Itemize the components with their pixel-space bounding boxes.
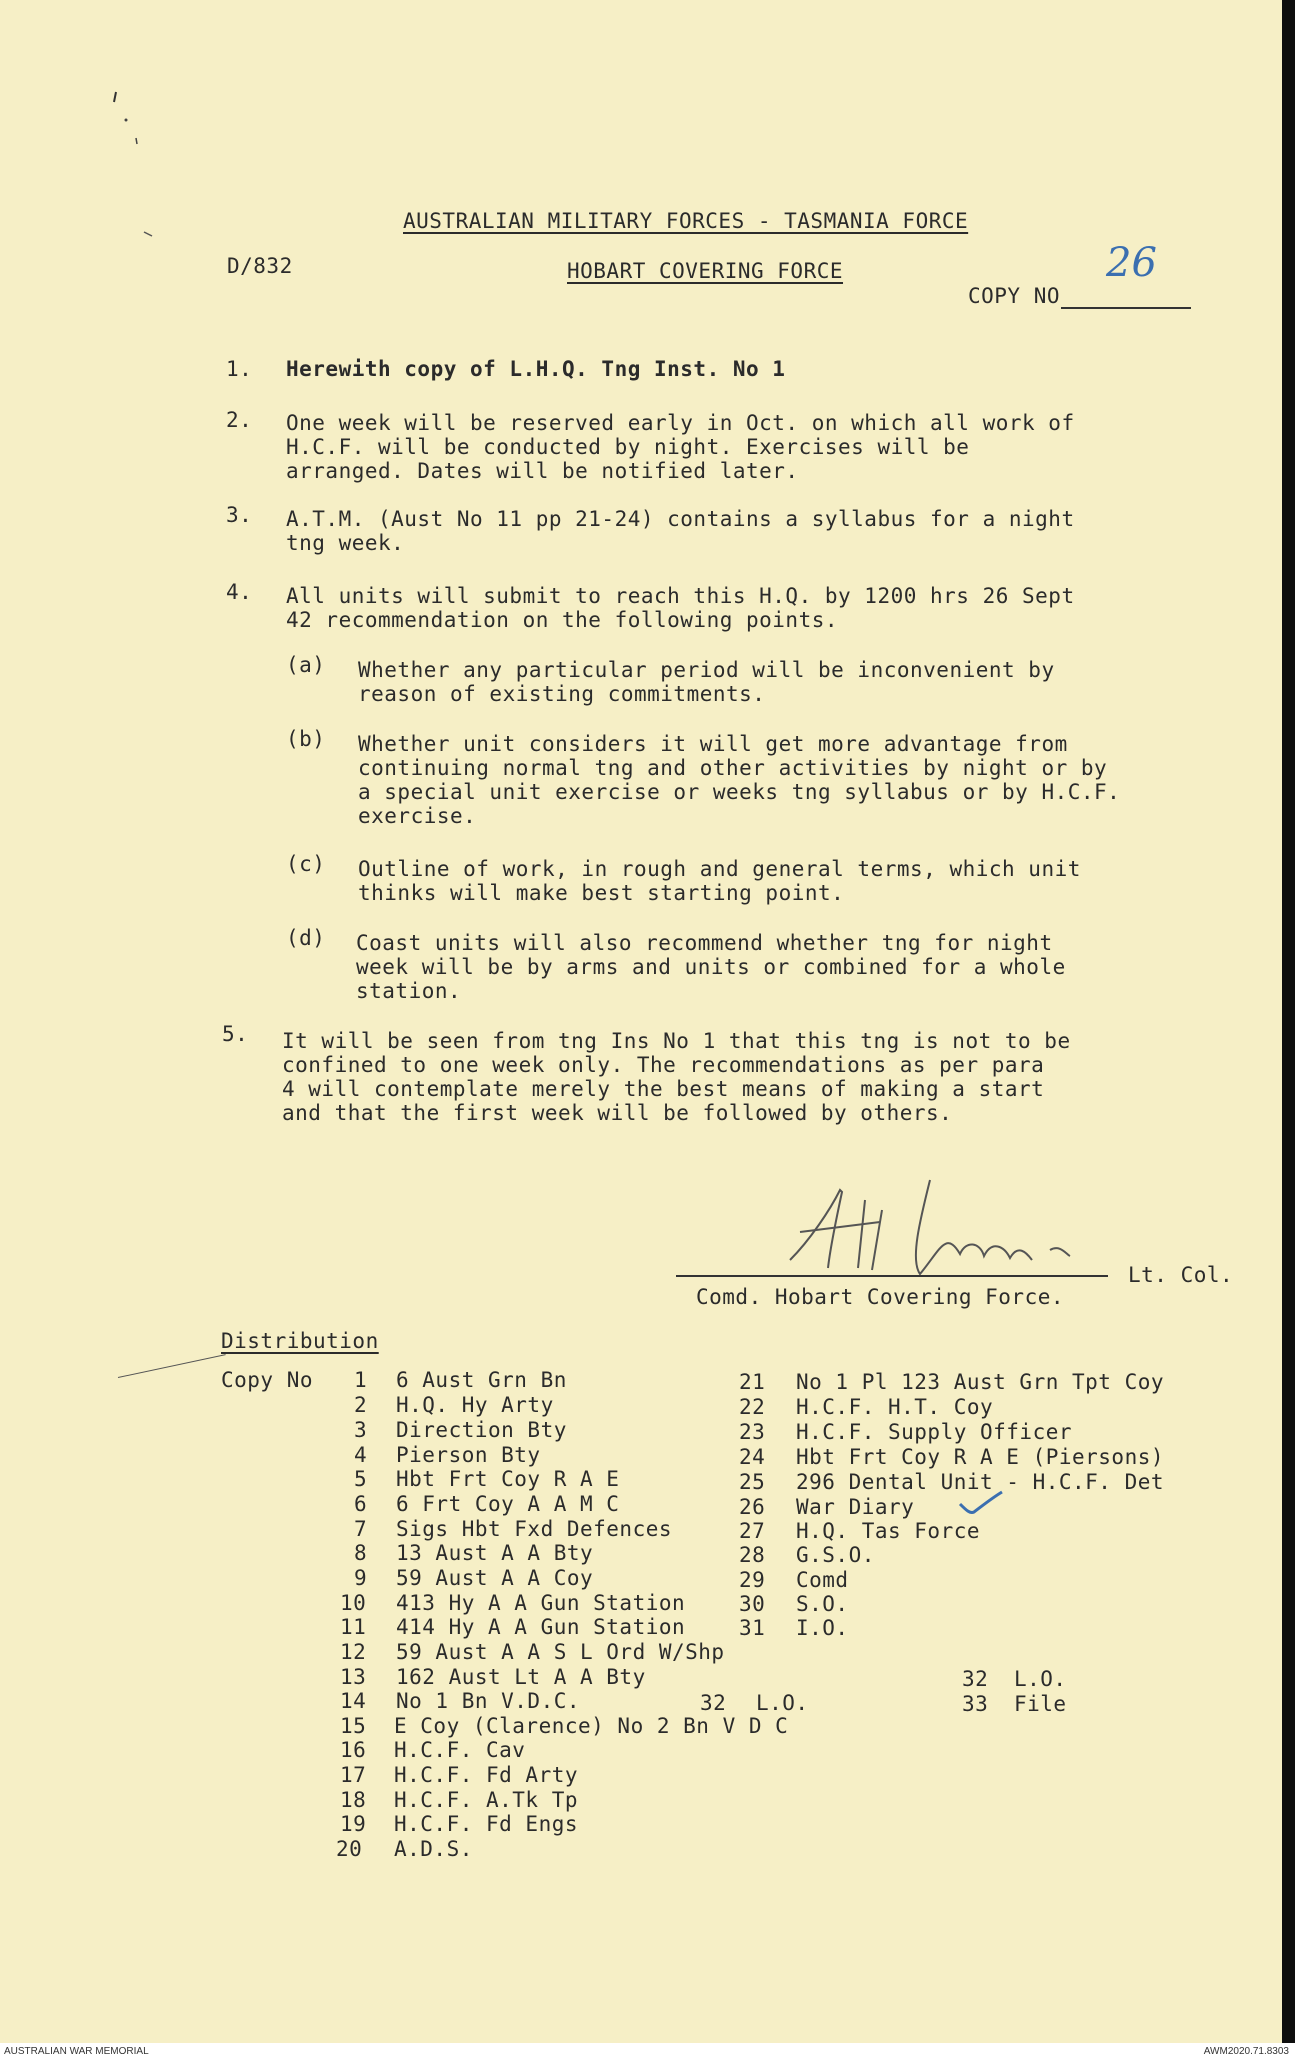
dist-unit: Comd — [796, 1568, 849, 1592]
dist-unit: 162 Aust Lt A A Bty — [396, 1665, 646, 1689]
dist-num: 32 — [700, 1691, 727, 1715]
dist-num: 33 — [962, 1692, 989, 1716]
dist-unit: G.S.O. — [796, 1543, 875, 1567]
dist-unit: H.Q. Hy Arty — [396, 1393, 554, 1417]
para-2-number: 2. — [226, 408, 253, 432]
dist-unit: H.C.F. Fd Arty — [394, 1763, 579, 1787]
copy-no-label: Copy No — [221, 1368, 314, 1392]
org-heading: AUSTRALIAN MILITARY FORCES - TASMANIA FORCE — [403, 209, 969, 233]
dist-unit: 59 Aust A A Coy — [396, 1566, 594, 1590]
subpara-a-line-1: Whether any particular period will be inconvenient by — [358, 658, 1055, 682]
dist-unit: H.C.F. Fd Engs — [394, 1812, 579, 1836]
dist-num: 16 — [340, 1738, 367, 1762]
subpara-d-line-1: Coast units will also recommend whether tng for night — [356, 931, 1053, 955]
dist-num: 18 — [340, 1788, 367, 1812]
dist-num: 28 — [739, 1543, 766, 1567]
dist-unit: Pierson Bty — [396, 1443, 541, 1467]
subpara-d-line-2: week will be by arms and units or combined for a whole — [356, 955, 1066, 979]
dist-num: 14 — [340, 1689, 367, 1713]
dist-unit: A.D.S. — [394, 1837, 473, 1861]
dist-num: 4 — [354, 1443, 368, 1467]
subpara-b-line-1: Whether unit considers it will get more advantage from — [358, 732, 1068, 756]
footer-left-text: AUSTRALIAN WAR MEMORIAL — [4, 2046, 149, 2057]
dist-num: 9 — [354, 1566, 368, 1590]
check-mark-icon — [956, 1488, 1006, 1518]
dist-unit: S.O. — [796, 1592, 849, 1616]
dist-unit: E Coy (Clarence) No 2 Bn V D C — [394, 1714, 789, 1738]
dist-num: 2 — [354, 1393, 368, 1417]
dist-unit: Direction Bty — [396, 1418, 567, 1442]
para-5-line-4: and that the first week will be followed by others. — [282, 1101, 953, 1125]
dist-unit: Hbt Frt Coy R A E (Piersons) — [796, 1445, 1165, 1469]
dist-num: 11 — [340, 1615, 367, 1639]
signature-rank: Lt. Col. — [1128, 1263, 1234, 1287]
dist-num: 5 — [354, 1467, 368, 1491]
copy-number-line — [1061, 307, 1191, 309]
subpara-b-line-4: exercise. — [358, 804, 477, 828]
dist-num: 21 — [739, 1370, 766, 1394]
reference-number: D/832 — [227, 254, 293, 278]
para-3-line-2: tng week. — [286, 531, 405, 555]
para-4-line-1: All units will submit to reach this H.Q. by 1200 hrs 26 Sept — [286, 584, 1075, 608]
footer-right-text: AWM2020.71.8303 — [1203, 2046, 1289, 2057]
dist-unit: H.C.F. Supply Officer — [796, 1420, 1073, 1444]
copy-number-handwritten: 26 — [1106, 240, 1157, 286]
para-4-number: 4. — [226, 580, 253, 604]
dist-unit: 413 Hy A A Gun Station — [396, 1591, 686, 1615]
dist-unit: 59 Aust A A S L Ord W/Shp — [396, 1640, 725, 1664]
dist-unit: H.C.F. Cav — [394, 1738, 526, 1762]
para-1-line-1: Herewith copy of L.H.Q. Tng Inst. No 1 — [286, 357, 786, 381]
dist-num: 25 — [739, 1470, 766, 1494]
dist-unit: 6 Frt Coy A A M C — [396, 1492, 620, 1516]
dist-num: 13 — [340, 1665, 367, 1689]
dist-unit: File — [1014, 1692, 1067, 1716]
copy-label: COPY NO — [968, 284, 1061, 308]
dist-num: 31 — [739, 1616, 766, 1640]
para-2-line-1: One week will be reserved early in Oct. on which all work of — [286, 411, 1075, 435]
subpara-d-letter: (d) — [286, 926, 326, 950]
dist-num: 3 — [354, 1418, 368, 1442]
dist-num: 22 — [739, 1395, 766, 1419]
para-5-line-2: confined to one week only. The recommendations as per para — [282, 1053, 1045, 1077]
dist-unit: 6 Aust Grn Bn — [396, 1368, 567, 1392]
dist-num: 1 — [354, 1368, 368, 1392]
dist-num: 8 — [354, 1541, 368, 1565]
subpara-d-line-3: station. — [356, 979, 462, 1003]
subpara-b-line-3: a special unit exercise or weeks tng syllabus or by H.C.F. — [358, 780, 1121, 804]
para-5-line-1: It will be seen from tng Ins No 1 that this tng is not to be — [282, 1029, 1071, 1053]
dist-unit: Sigs Hbt Fxd Defences — [396, 1517, 673, 1541]
archive-footer — [0, 2043, 1295, 2061]
distribution-heading: Distribution — [221, 1329, 379, 1353]
para-5-number: 5. — [222, 1022, 249, 1046]
dist-num: 27 — [739, 1519, 766, 1543]
dist-num: 7 — [354, 1517, 368, 1541]
dist-num: 32 — [962, 1667, 989, 1691]
dist-unit: War Diary — [796, 1495, 915, 1519]
dist-unit: L.O. — [756, 1691, 809, 1715]
subpara-c-line-2: thinks will make best starting point. — [358, 881, 845, 905]
dist-unit: H.C.F. H.T. Coy — [796, 1395, 994, 1419]
dist-num: 29 — [739, 1568, 766, 1592]
dist-num: 23 — [739, 1420, 766, 1444]
para-3-line-1: A.T.M. (Aust No 11 pp 21-24) contains a syllabus for a night — [286, 507, 1075, 531]
subpara-b-line-2: continuing normal tng and other activities by night or by — [358, 756, 1108, 780]
dist-unit: L.O. — [1014, 1667, 1067, 1691]
dist-num: 6 — [354, 1492, 368, 1516]
subpara-b-letter: (b) — [286, 727, 326, 751]
dist-num: 19 — [340, 1812, 367, 1836]
dist-num: 26 — [739, 1495, 766, 1519]
unit-heading: HOBART COVERING FORCE — [567, 259, 844, 283]
dist-unit: 414 Hy A A Gun Station — [396, 1615, 686, 1639]
para-3-number: 3. — [226, 503, 253, 527]
subpara-a-letter: (a) — [286, 653, 326, 677]
dist-num: 17 — [340, 1763, 367, 1787]
dist-unit: I.O. — [796, 1616, 849, 1640]
handwritten-signature — [770, 1170, 1100, 1290]
dist-unit: 296 Dental Unit - H.C.F. Det — [796, 1470, 1165, 1494]
subpara-c-line-1: Outline of work, in rough and general terms, which unit — [358, 857, 1081, 881]
dist-num: 24 — [739, 1445, 766, 1469]
dist-unit: H.Q. Tas Force — [796, 1519, 981, 1543]
para-2-line-2: H.C.F. will be conducted by night. Exercises will be — [286, 435, 970, 459]
subpara-c-letter: (c) — [286, 852, 326, 876]
dist-num: 20 — [336, 1837, 363, 1861]
scan-edge — [1282, 0, 1295, 2043]
para-4-line-2: 42 recommendation on the following points. — [286, 608, 839, 632]
dist-num: 30 — [739, 1592, 766, 1616]
dist-unit: No 1 Pl 123 Aust Grn Tpt Coy — [796, 1370, 1165, 1394]
dist-unit: No 1 Bn V.D.C. — [396, 1689, 581, 1713]
para-5-line-3: 4 will contemplate merely the best means of making a start — [282, 1077, 1045, 1101]
dist-unit: 13 Aust A A Bty — [396, 1541, 594, 1565]
subpara-a-line-2: reason of existing commitments. — [358, 682, 766, 706]
dist-unit: Hbt Frt Coy R A E — [396, 1467, 620, 1491]
scan-marks — [100, 80, 170, 260]
signature-line — [676, 1275, 1108, 1277]
para-1-number: 1. — [226, 357, 253, 381]
dist-num: 15 — [340, 1714, 367, 1738]
dist-unit: H.C.F. A.Tk Tp — [394, 1788, 579, 1812]
para-2-line-3: arranged. Dates will be notified later. — [286, 459, 799, 483]
signature-title: Comd. Hobart Covering Force. — [696, 1285, 1065, 1309]
dist-num: 12 — [340, 1640, 367, 1664]
dist-num: 10 — [340, 1591, 367, 1615]
